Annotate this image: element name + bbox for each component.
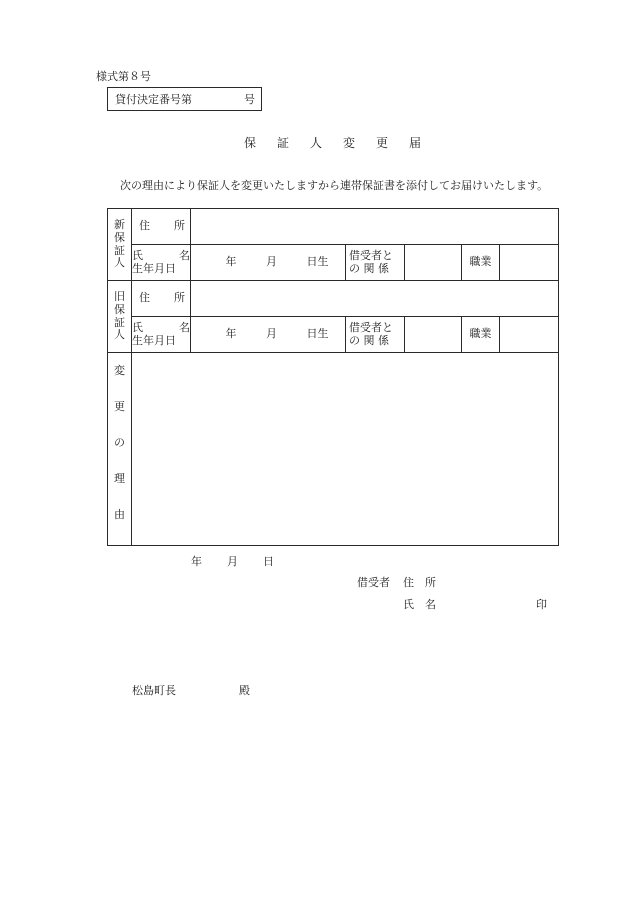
title-char: 人 — [310, 136, 323, 150]
footer-date-day: 日 — [263, 555, 274, 568]
new-address-label: 住 所 — [132, 209, 191, 245]
borrower-address-label: 住 所 — [403, 576, 436, 589]
seal-mark: 印 — [536, 598, 547, 611]
form-number: 様式第８号 — [96, 70, 151, 83]
loan-decision-prefix: 貸付決定番号第 — [115, 93, 192, 106]
reason-char: の — [114, 436, 125, 449]
honorific: 殿 — [239, 684, 250, 697]
old-guarantor-char: 証 — [114, 315, 125, 329]
title-char: 届 — [409, 136, 422, 150]
new-guarantor-char: 人 — [114, 256, 125, 270]
loan-decision-number-box — [107, 87, 262, 111]
new-guarantor-char: 保 — [114, 230, 125, 244]
old-name-birth-label: 氏 名 生年月日 — [132, 317, 191, 353]
new-relation-field[interactable] — [405, 245, 462, 281]
title-char: 証 — [277, 136, 290, 150]
footer-date-month: 月 — [227, 555, 238, 568]
new-guarantor-char: 新 — [114, 218, 125, 232]
title-char: 保 — [244, 136, 257, 150]
new-guarantor-char: 証 — [114, 243, 125, 257]
title-char: 更 — [376, 136, 389, 150]
footer-date-year: 年 — [191, 555, 202, 568]
old-guarantor-label — [108, 281, 132, 353]
title-char: 変 — [343, 136, 356, 150]
old-address-field[interactable] — [191, 281, 559, 317]
old-relation-label: 借受者と の 関 係 — [346, 317, 405, 353]
addressee: 松島町長 — [132, 684, 176, 697]
new-name-birth-label: 氏 名 生年月日 — [132, 245, 191, 281]
old-occupation-label: 職業 — [462, 317, 500, 353]
new-guarantor-label — [108, 209, 132, 281]
old-address-label: 住 所 — [132, 281, 191, 317]
old-birth-date-field[interactable]: 年 月 日生 — [191, 317, 346, 353]
new-address-field[interactable] — [191, 209, 559, 245]
old-guarantor-char: 旧 — [114, 290, 125, 304]
reason-char: 由 — [114, 508, 125, 521]
reason-label — [108, 353, 132, 546]
old-guarantor-char: 保 — [114, 302, 125, 316]
old-occupation-field[interactable] — [500, 317, 559, 353]
reason-char: 更 — [114, 400, 125, 413]
borrower-name-label: 氏 名 — [403, 598, 436, 611]
new-occupation-field[interactable] — [500, 245, 559, 281]
loan-decision-suffix: 号 — [244, 93, 255, 106]
old-guarantor-char: 人 — [114, 328, 125, 342]
intro-text: 次の理由により保証人を変更いたしますから連帯保証書を添付してお届けいたします。 — [120, 179, 549, 192]
old-relation-field[interactable] — [405, 317, 462, 353]
reason-char: 変 — [114, 364, 125, 377]
borrower-label: 借受者 — [357, 576, 390, 589]
new-relation-label: 借受者と の 関 係 — [346, 245, 405, 281]
new-birth-date-field[interactable]: 年 月 日生 — [191, 245, 346, 281]
reason-field[interactable] — [132, 353, 559, 546]
guarantor-change-table — [107, 208, 559, 546]
reason-char: 理 — [114, 472, 125, 485]
new-occupation-label: 職業 — [462, 245, 500, 281]
